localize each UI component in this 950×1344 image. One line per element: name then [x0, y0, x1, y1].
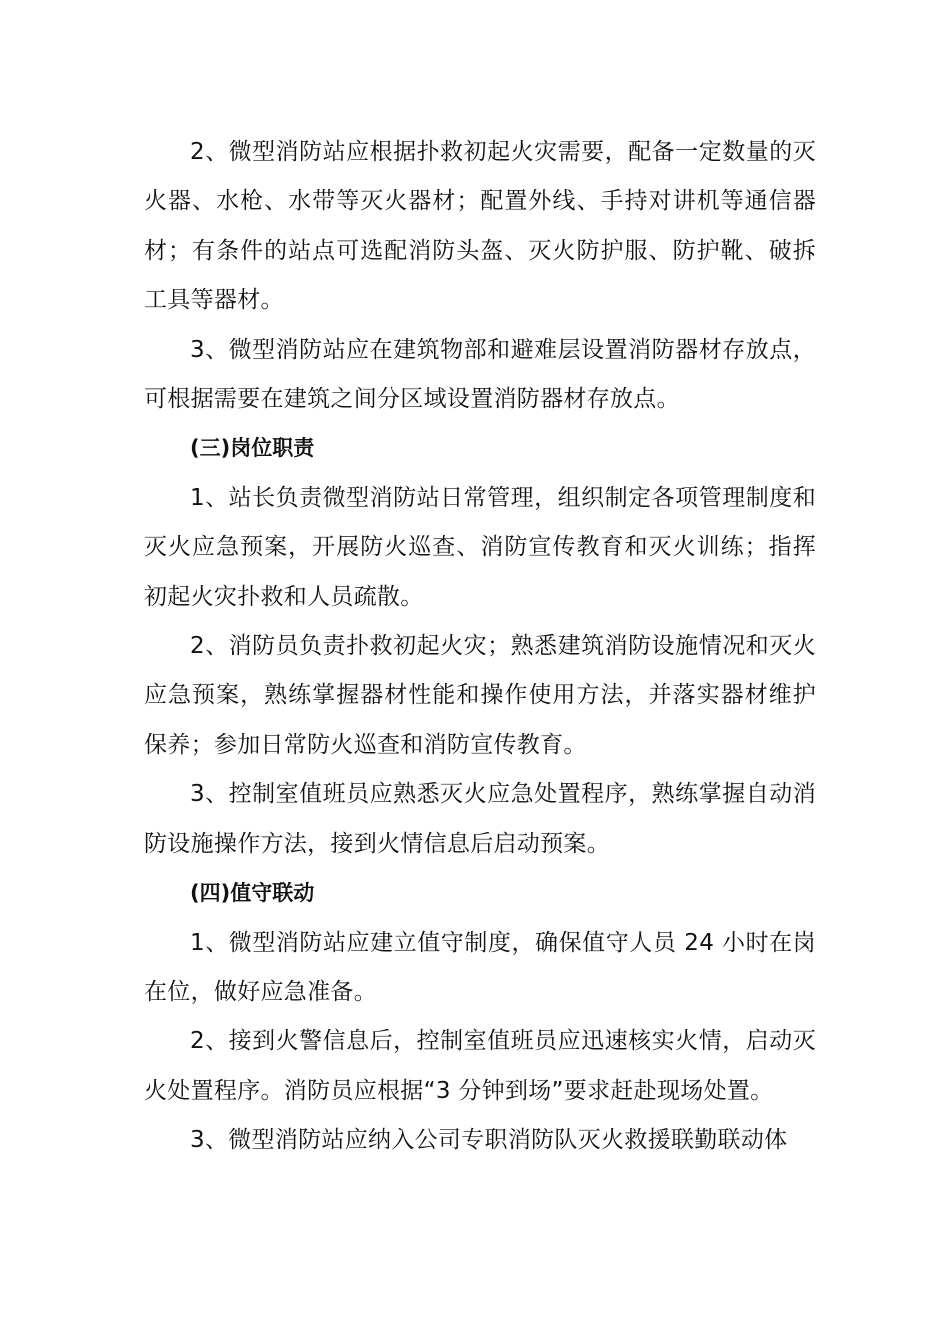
section-heading-duties: (三)岗位职责 — [190, 436, 315, 461]
paragraph-duty-system: 1、微型消防站应建立值守制度，确保值守人员 24 小时在岗在位，做好应急准备。 — [144, 929, 816, 1005]
paragraph-control-room: 3、控制室值班员应熟悉灭火应急处置程序，熟练掌握自动消防设施操作方法，接到火情信息后启动预案。 — [144, 781, 816, 857]
paragraph-equipment: 2、微型消防站应根据扑救初起火灾需要，配备一定数量的灭火器、水枪、水带等灭火器材；配置外线、手持对讲机等通信器材；有条件的站点可选配消防头盔、灭火防护服、防护靴、破拆工具等器材。 — [144, 139, 816, 314]
paragraph-joint-service: 3、微型消防站应纳入公司专职消防队灭火救援联勤联动体 — [190, 1127, 788, 1154]
paragraph-firefighter: 2、消防员负责扑救初起火灾；熟悉建筑消防设施情况和灭火应急预案，熟练掌握器材性能和操作使用方法，并落实器材维护保养；参加日常防火巡查和消防宣传教育。 — [144, 633, 816, 758]
paragraph-fire-alarm: 2、接到火警信息后，控制室值班员应迅速核实火情，启动灭火处置程序。消防员应根据“3 分钟到场”要求赶赴现场处置。 — [144, 1028, 816, 1104]
document-body — [144, 128, 816, 1166]
section-heading-linkage: (四)值守联动 — [190, 881, 315, 906]
paragraph-station-chief: 1、站长负责微型消防站日常管理，组织制定各项管理制度和灭火应急预案，开展防火巡查、消防宣传教育和灭火训练；指挥初起火灾扑救和人员疏散。 — [144, 484, 816, 610]
paragraph-storage-points: 3、微型消防站应在建筑物部和避难层设置消防器材存放点，可根据需要在建筑之间分区域设置消防器材存放点。 — [144, 336, 816, 413]
